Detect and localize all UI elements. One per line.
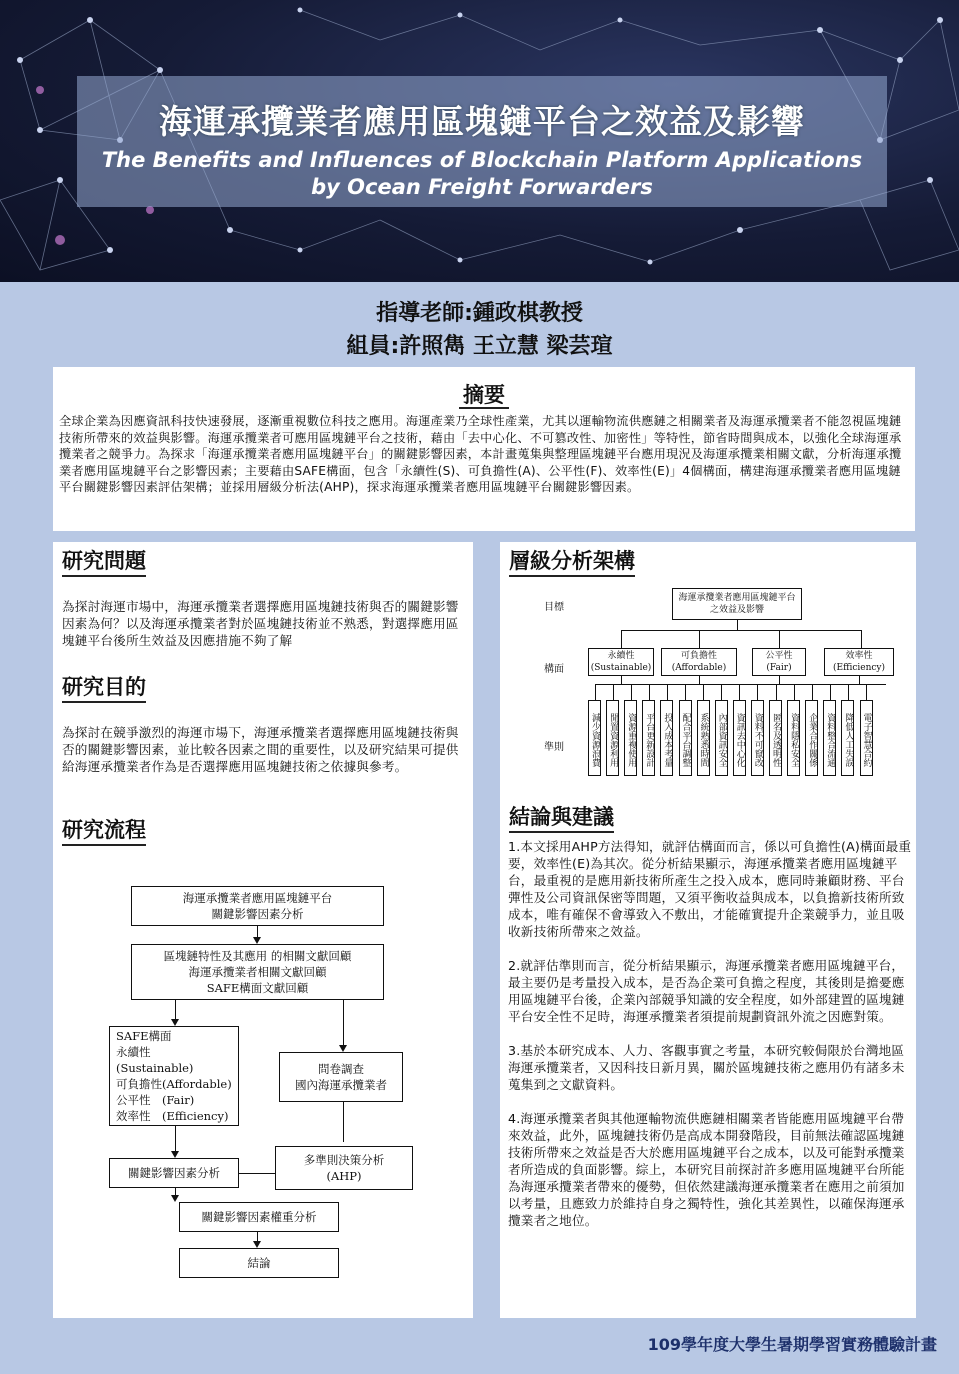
hierarchy-connector [613, 684, 614, 700]
hierarchy-connector [859, 676, 860, 684]
hierarchy-connector [667, 684, 668, 700]
flow-box-ahp: 多準則決策分析 (AHP) [275, 1146, 413, 1190]
left-column-panel [53, 542, 473, 1318]
hierarchy-criterion: 電子智慧合約 [860, 700, 873, 776]
conclusion-body [508, 838, 912, 1229]
hierarchy-connector [631, 684, 632, 700]
hierarchy-connector [757, 684, 758, 700]
flow-box-survey: 問卷調查 國內海運承攬業者 [279, 1052, 403, 1102]
hierarchy-connector [649, 684, 650, 700]
flow-box-literature: 區塊鏈特性及其應用 的相關文獻回顧 海運承攬業者相關文獻回顧 SAFE構面文獻回顧 [131, 944, 384, 1000]
flow-arrow [257, 926, 258, 942]
research-question-text: 為探討海運市場中，海運承攬業者選擇應用區塊鏈技術與否的關鍵影響因素為何？以及海運承攬業者對於區塊鏈技術並不熟悉，對選擇應用區塊鏈平台後所生效益及因應措施不夠了解 [62, 599, 459, 648]
hierarchy-connector [621, 630, 622, 648]
flow-connector [343, 1102, 344, 1142]
hierarchy-criterion: 減少資源浪費 [588, 700, 601, 776]
hierarchy-dimension-sustainable: 永續性 (Sustainable) [588, 648, 654, 676]
flow-arrow [175, 1126, 176, 1156]
hierarchy-connector [779, 630, 780, 648]
hierarchy-dimension-affordable: 可負擔性 (Affordable) [661, 648, 737, 676]
hierarchy-criterion: 投入成本考量 [660, 700, 673, 776]
hierarchy-connector [685, 684, 686, 700]
hierarchy-connector [737, 620, 738, 630]
hierarchy-heading: 層級分析架構 [509, 548, 635, 577]
hierarchy-criterion: 企業合作關係 [805, 700, 818, 776]
hierarchy-connector [703, 684, 704, 700]
hierarchy-connector [621, 630, 861, 631]
abstract-heading: 摘要 [53, 379, 915, 409]
hierarchy-dimension-efficiency: 效率性 (Efficiency) [824, 648, 894, 676]
hierarchy-connector [699, 676, 700, 684]
hierarchy-dimension-fair: 公平性 (Fair) [752, 648, 806, 676]
hierarchy-criterion: 降低人工失誤 [841, 700, 854, 776]
hierarchy-criterion: 閒置資源利用 [606, 700, 619, 776]
flow-arrow [175, 1188, 176, 1200]
hierarchy-level-dimension: 構面 [544, 664, 564, 675]
hierarchy-level-criteria: 準則 [544, 742, 564, 753]
hierarchy-criterion: 資料整合流通 [823, 700, 836, 776]
hierarchy-goal-box: 海運承攬業者應用區塊鏈平台 之效益及影響 [672, 588, 802, 620]
hierarchy-criterion: 配合平台調整 [679, 700, 692, 776]
hierarchy-criterion: 資料不可竄改 [751, 700, 764, 776]
hierarchy-chart [534, 582, 900, 782]
members: 組員:許照雋 王立慧 梁芸瑄 [346, 334, 613, 359]
hierarchy-criterion: 系統熟悉時間 [697, 700, 710, 776]
hierarchy-connector [595, 684, 596, 700]
conclusion-paragraph-1: 1.本文採用AHP方法得知，就評估構面而言，係以可負擔性(A)構面最重要，效率性(E)為其次。從分析結果顯示，海運承攬業者應用區塊鏈平台，最重視的是應用新技術所產生之投入成本，應同時兼顧財務、平台彈性及公司資訊保密等問題，又須平衡收益與成本，以負擔新技術所致成本，唯有確保不會導致入不敷出，才能確實提升企業競爭力，並且吸收新技術所帶來之效益。 [508, 839, 912, 939]
research-flowchart [75, 874, 447, 1304]
conclusion-heading: 結論與建議 [509, 804, 614, 833]
research-purpose-heading: 研究目的 [62, 674, 146, 703]
flow-box-analysis: 海運承攬業者應用區塊鏈平台 關鍵影響因素分析 [131, 886, 384, 926]
title-chinese: 海運承攬業者應用區塊鏈平台之效益及影響 [159, 102, 805, 141]
flow-box-conclusion: 結論 [179, 1248, 339, 1278]
hierarchy-connector [812, 684, 813, 700]
hierarchy-connector [830, 684, 831, 700]
hierarchy-connector [621, 676, 622, 684]
flow-box-safe: SAFE構面 永續性 (Sustainable) 可負擔性(Affordable) 公平性 (Fair) 效率性 (Efficiency) [109, 1026, 239, 1126]
hierarchy-connector [776, 684, 777, 700]
hierarchy-connector [721, 684, 722, 700]
hierarchy-connector [739, 684, 740, 700]
flow-arrow [175, 1000, 176, 1024]
header-banner [0, 0, 959, 282]
title-english-line1: The Benefits and Influences of Blockchain Platform Applications [101, 148, 863, 172]
research-flow-heading: 研究流程 [62, 817, 146, 846]
flow-box-weight: 關鍵影響因素權重分析 [179, 1202, 339, 1232]
conclusion-paragraph-3: 3.基於本研究成本、人力、客觀事實之考量，本研究較侷限於台灣地區海運承攬業者，又因科技日新月異，關於區塊鏈技術之應用仍有諸多未蒐集到之文獻資料。 [508, 1043, 905, 1092]
flow-connector [239, 1173, 275, 1174]
research-purpose-text: 為探討在競爭激烈的海運市場下，海運承攬業者選擇應用區塊鏈技術與否的關鍵影響因素，並比較各因素之間的重要性，以及研究結果可提供給海運承攬業者作為是否選擇應用區塊鏈技術之依據與參考。 [62, 725, 459, 774]
title-box [77, 76, 887, 207]
hierarchy-connector [848, 684, 849, 700]
conclusion-paragraph-4: 4.海運承攬業者與其他運輸物流供應鏈相關業者皆能應用區塊鏈平台帶來效益，此外，區塊鏈技術仍是高成本開發階段，目前無法確認區塊鏈技術所帶來之效益是否大於應用區塊鏈平台之成本，以及可能對承攬業者所造成的負面影響。綜上，本研究目前探討許多應用區塊鏈平台所能為海運承攬業者帶來的優勢，但依然建議海運承攬業者在應用之前須加以考量，且應致力於維持自身之獨特性，強化其差異性，以確保海運承攬業者之地位。 [508, 1111, 905, 1228]
hierarchy-connector [596, 684, 886, 685]
abstract-text: 全球企業為因應資訊科技快速發展，逐漸重視數位科技之應用。海運產業乃全球性產業，尤其以運輸物流供應鏈之相關業者及海運承攬業者不能忽視區塊鏈技術所帶來的效益與影響。海運承攬業者可應用區塊鏈平台之技術，藉由「去中心化、不可篡改性、加密性」等特性，節省時間與成本，以強化全球海運承攬業者之競爭力。為探求「海運承攬業者應用區塊鏈平台」的關鍵影響因素，本計畫蒐集與整理區塊鏈平台應用現況及海運承攬業相關文獻，分析海運承攬業者應用區塊鏈平台之影響因素；主要藉由SAFE構面，包含「永續性(S)、可負擔性(A)、公平性(F)、效率性(E)」4個構面，構建海運承攬業者應用區塊鏈平台關鍵影響因素評估架構；並採用層級分析法(AHP)，探求海運承攬業者應用區塊鏈平台關鍵影響因素。 [59, 414, 902, 494]
hierarchy-connector [861, 630, 862, 648]
research-question-heading: 研究問題 [62, 548, 146, 577]
hierarchy-criterion: 資源重複使用 [624, 700, 637, 776]
abstract-panel [53, 367, 915, 531]
hierarchy-criterion: 資訊去中心化 [733, 700, 746, 776]
hierarchy-criterion: 平台更新設計 [642, 700, 655, 776]
flow-arrow [257, 1232, 258, 1246]
right-column-panel [500, 542, 916, 1318]
advisor: 指導老師:鍾政棋教授 [376, 301, 583, 326]
flow-arrow [343, 1000, 344, 1050]
hierarchy-criterion: 匿名及透明性 [769, 700, 782, 776]
flow-box-key-factor: 關鍵影響因素分析 [109, 1158, 239, 1188]
hierarchy-criterion: 內部資訊安全 [715, 700, 728, 776]
hierarchy-connector [699, 630, 700, 648]
hierarchy-connector [866, 684, 867, 700]
title-english-line2: by Ocean Freight Forwarders [311, 175, 653, 199]
hierarchy-connector [794, 684, 795, 700]
hierarchy-criterion: 資料隱私安全 [787, 700, 800, 776]
conclusion-paragraph-2: 2.就評估準則而言，從分析結果顯示，海運承攬業者應用區塊鏈平台，最主要仍是考量投入成本，是否為企業可負擔之程度，其後則是擔憂應用區塊鏈平台後，企業內部競爭知識的安全程度，如外部建置的區塊鏈平台安全性不足時，海運承攬業者須提前規劃資訊外流之因應對策。 [508, 958, 905, 1024]
hierarchy-level-goal: 目標 [544, 602, 564, 613]
hierarchy-connector [779, 676, 780, 684]
footer-program-name: 109學年度大學生暑期學習實務體驗計畫 [647, 1335, 937, 1354]
